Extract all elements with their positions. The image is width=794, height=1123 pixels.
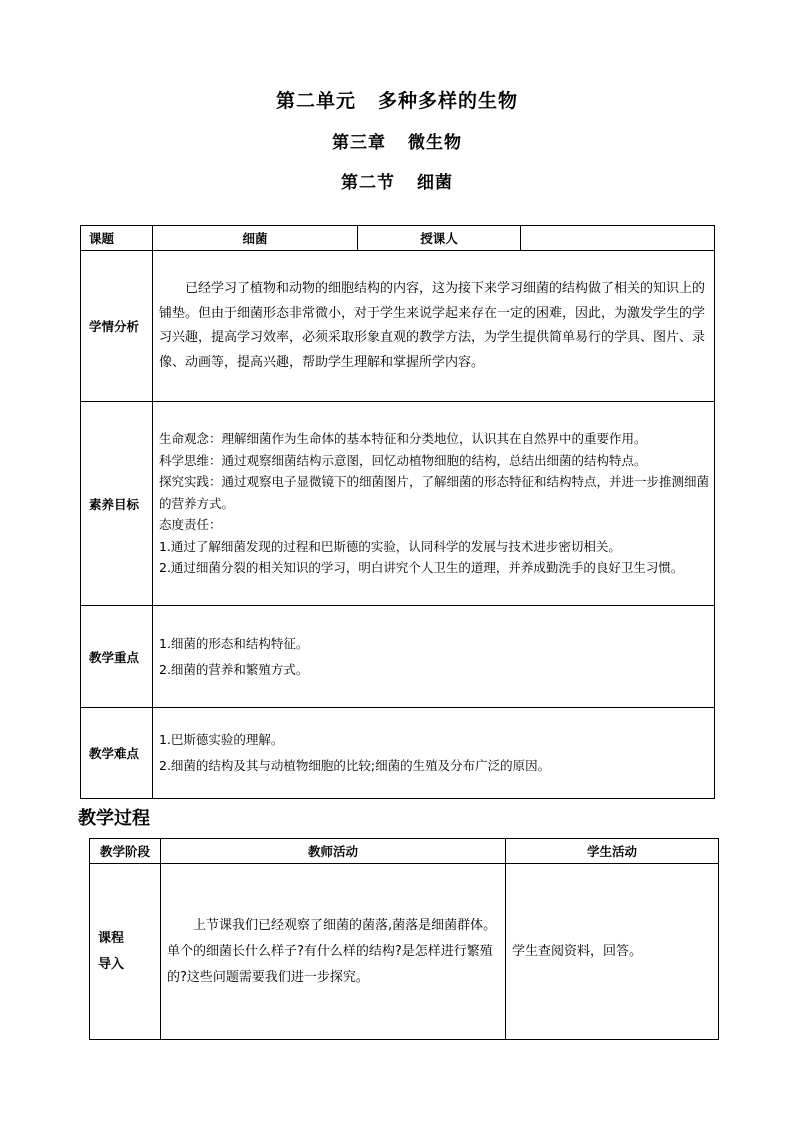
teacher-label: 授课人 xyxy=(358,226,521,251)
table-row xyxy=(81,251,715,402)
teacher-value xyxy=(521,226,715,251)
topic-label: 课题 xyxy=(81,226,153,251)
table-row xyxy=(81,402,715,606)
unit-name: 多种多样的生物 xyxy=(378,90,519,112)
analysis-label: 学情分析 xyxy=(81,251,153,402)
col-stage-header: 教学阶段 xyxy=(90,839,161,864)
process-heading: 教学过程 xyxy=(78,808,150,829)
key-point: 1.细菌的形态和结构特征。 xyxy=(159,635,309,651)
analysis-text: 已经学习了植物和动物的细胞结构的内容，这为接下来学习细菌的结构做了相关的知识上的铺垫。但由于细菌形态非常微小，对于学生来说学起来存在一定的困难，因此，为激发学生的学习兴趣，提高学习效率，必须采取形象直观的教学方法，为学生提供简单易行的学具、图片、录像、动画等，提高兴趣，帮助学生理解和掌握所学内容。 xyxy=(159,281,706,370)
section-name: 细菌 xyxy=(417,173,453,193)
goals-label: 素养目标 xyxy=(81,402,153,606)
goal-scientific-thinking: 科学思维：通过观察细菌结构示意图，回忆动植物细胞的结构，总结出细菌的结构特点。 xyxy=(159,452,647,468)
stage-line: 导入 xyxy=(98,956,125,972)
analysis-cell xyxy=(153,251,715,402)
lesson-info-table xyxy=(80,225,715,799)
difficult-point: 1.巴斯德实验的理解。 xyxy=(159,732,284,747)
col-teacher-header: 教师活动 xyxy=(161,839,506,864)
section-number: 第二节 xyxy=(341,173,395,193)
unit-title xyxy=(0,86,794,113)
stage-line: 课程 xyxy=(98,930,125,946)
student-activity-text: 学生查阅资料，回答。 xyxy=(512,943,643,959)
topic-value: 细菌 xyxy=(153,226,358,251)
key-point: 2.细菌的营养和繁殖方式。 xyxy=(159,661,309,677)
goal-inquiry-practice: 探究实践：通过观察电子显微镜下的细菌图片，了解细菌的形态特征和结构特点，并进一步推测细菌的营养方式。 xyxy=(159,474,710,511)
table-row xyxy=(81,606,715,708)
goal-life-concept: 生命观念：理解细菌作为生命体的基本特征和分类地位，认识其在自然界中的重要作用。 xyxy=(159,431,647,447)
table-row xyxy=(90,864,719,1040)
chapter-name: 微生物 xyxy=(408,133,462,153)
table-row xyxy=(81,226,715,251)
unit-number: 第二单元 xyxy=(275,90,356,112)
chapter-number: 第三章 xyxy=(332,133,386,153)
difficult-point: 2.细菌的结构及其与动植物细胞的比较;细菌的生殖及分布广泛的原因。 xyxy=(159,758,551,773)
teacher-activity-cell xyxy=(161,864,506,1040)
process-table xyxy=(89,838,719,1040)
stage-cell xyxy=(90,864,161,1040)
goal-attitude-heading: 态度责任： xyxy=(159,517,222,533)
difficult-points-cell xyxy=(153,708,715,799)
goal-attitude-2: 2.通过细菌分裂的相关知识的学习，明白讲究个人卫生的道理，并养成勤洗手的良好卫生习惯。 xyxy=(159,560,684,576)
key-points-cell xyxy=(153,606,715,708)
col-student-header: 学生活动 xyxy=(506,839,719,864)
goal-attitude-1: 1.通过了解细菌发现的过程和巴斯德的实验，认同科学的发展与技术进步密切相关。 xyxy=(159,538,621,554)
goals-cell xyxy=(153,402,715,606)
student-activity-cell xyxy=(506,864,719,1040)
difficult-points-label: 教学难点 xyxy=(81,708,153,799)
table-row xyxy=(90,839,719,864)
section-title xyxy=(0,168,794,193)
table-row xyxy=(81,708,715,799)
teacher-activity-text: 上节课我们已经观察了细菌的菌落,菌落是细菌群体。单个的细菌长什么样子?有什么样的结构?是怎样进行繁殖的?这些问题需要我们进一步探究。 xyxy=(167,917,497,985)
chapter-title xyxy=(0,128,794,153)
key-points-label: 教学重点 xyxy=(81,606,153,708)
